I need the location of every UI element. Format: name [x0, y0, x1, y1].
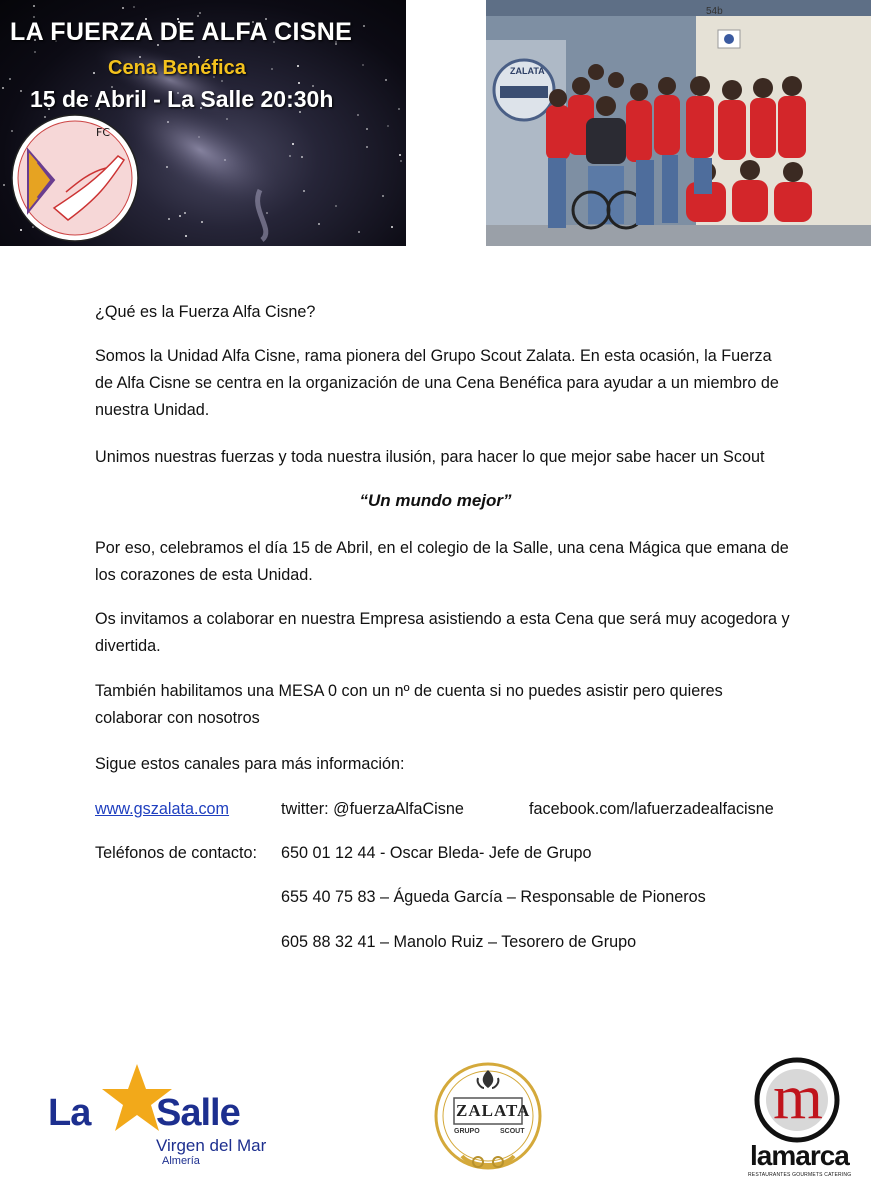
paragraph-3-line-1: Por eso, celebramos el día 15 de Abril, en el colegio de la Salle, una cena Mágica que emana de	[95, 539, 789, 557]
paragraph-4-line-2: divertida.	[95, 637, 161, 655]
zalata-scout-logo	[432, 1058, 544, 1180]
banner-subtitle: Cena Benéfica	[108, 57, 246, 79]
zalata-scout: SCOUT	[500, 1128, 525, 1135]
group-photo	[486, 0, 871, 246]
badge-label: FC	[96, 126, 111, 139]
motto-quote: “Un mundo mejor”	[359, 491, 512, 510]
lamarca-name: lamarca	[750, 1140, 849, 1171]
contact-phone-1: 650 01 12 44 - Oscar Bleda- Jefe de Grupo	[281, 844, 592, 862]
banner-title: LA FUERZA DE ALFA CISNE	[10, 18, 353, 46]
intro-question: ¿Qué es la Fuerza Alfa Cisne?	[95, 303, 316, 321]
paragraph-2: Unimos nuestras fuerzas y toda nuestra ilusión, para hacer lo que mejor sabe hacer un Scout	[95, 448, 765, 466]
paragraph-5-line-2: colaborar con nosotros	[95, 709, 260, 727]
contact-phone-2: 655 40 75 83 – Águeda García – Responsable de Pioneros	[281, 888, 706, 906]
event-banner	[0, 0, 406, 246]
paragraph-1-line-2: de Alfa Cisne se centra en la organización de una Cena Benéfica para ayudar a un miembro de	[95, 374, 779, 392]
channels-intro: Sigue estos canales para más información:	[95, 755, 405, 773]
paragraph-4-line-1: Os invitamos a colaborar en nuestra Empresa asistiendo a esta Cena que será muy acogedora y	[95, 610, 790, 628]
lamarca-tagline: RESTAURANTES GOURMETS CATERING	[748, 1172, 852, 1178]
website-link[interactable]: www.gszalata.com	[95, 800, 230, 818]
contacts-label: Teléfonos de contacto:	[95, 844, 257, 862]
paragraph-1-line-1: Somos la Unidad Alfa Cisne, rama pionera del Grupo Scout Zalata. En esta ocasión, la Fuerza	[95, 347, 772, 365]
lasalle-subtitle: Virgen del Mar	[156, 1136, 267, 1155]
banner-date: 15 de Abril - La Salle 20:30h	[30, 86, 334, 112]
lasalle-la: La	[48, 1092, 91, 1134]
sign-text: ZALATA	[510, 66, 545, 76]
contact-phone-3: 605 88 32 41 – Manolo Ruiz – Tesorero de Grupo	[281, 933, 637, 951]
twitter-handle: twitter: @fuerzaAlfaCisne	[281, 800, 464, 818]
door-number: 54b	[706, 6, 723, 17]
zalata-name: ZALATA	[456, 1101, 531, 1120]
lamarca-logo	[746, 1056, 852, 1180]
lasalle-logo	[48, 1062, 293, 1172]
group-photo-illustration	[486, 0, 871, 246]
paragraph-5-line-1: También habilitamos una MESA 0 con un nº de cuenta si no puedes asistir pero quieres	[95, 682, 723, 700]
paragraph-1-line-3: nuestra Unidad.	[95, 401, 210, 419]
zalata-grupo: GRUPO	[454, 1128, 480, 1135]
lasalle-city: Almería	[162, 1155, 200, 1167]
alfa-cisne-badge-logo	[8, 112, 142, 244]
lamarca-letter: m	[773, 1061, 823, 1132]
paragraph-3-line-2: los corazones de esta Unidad.	[95, 566, 313, 584]
facebook-page: facebook.com/lafuerzadealfacisne	[529, 800, 774, 818]
lasalle-salle: Salle	[156, 1092, 240, 1134]
